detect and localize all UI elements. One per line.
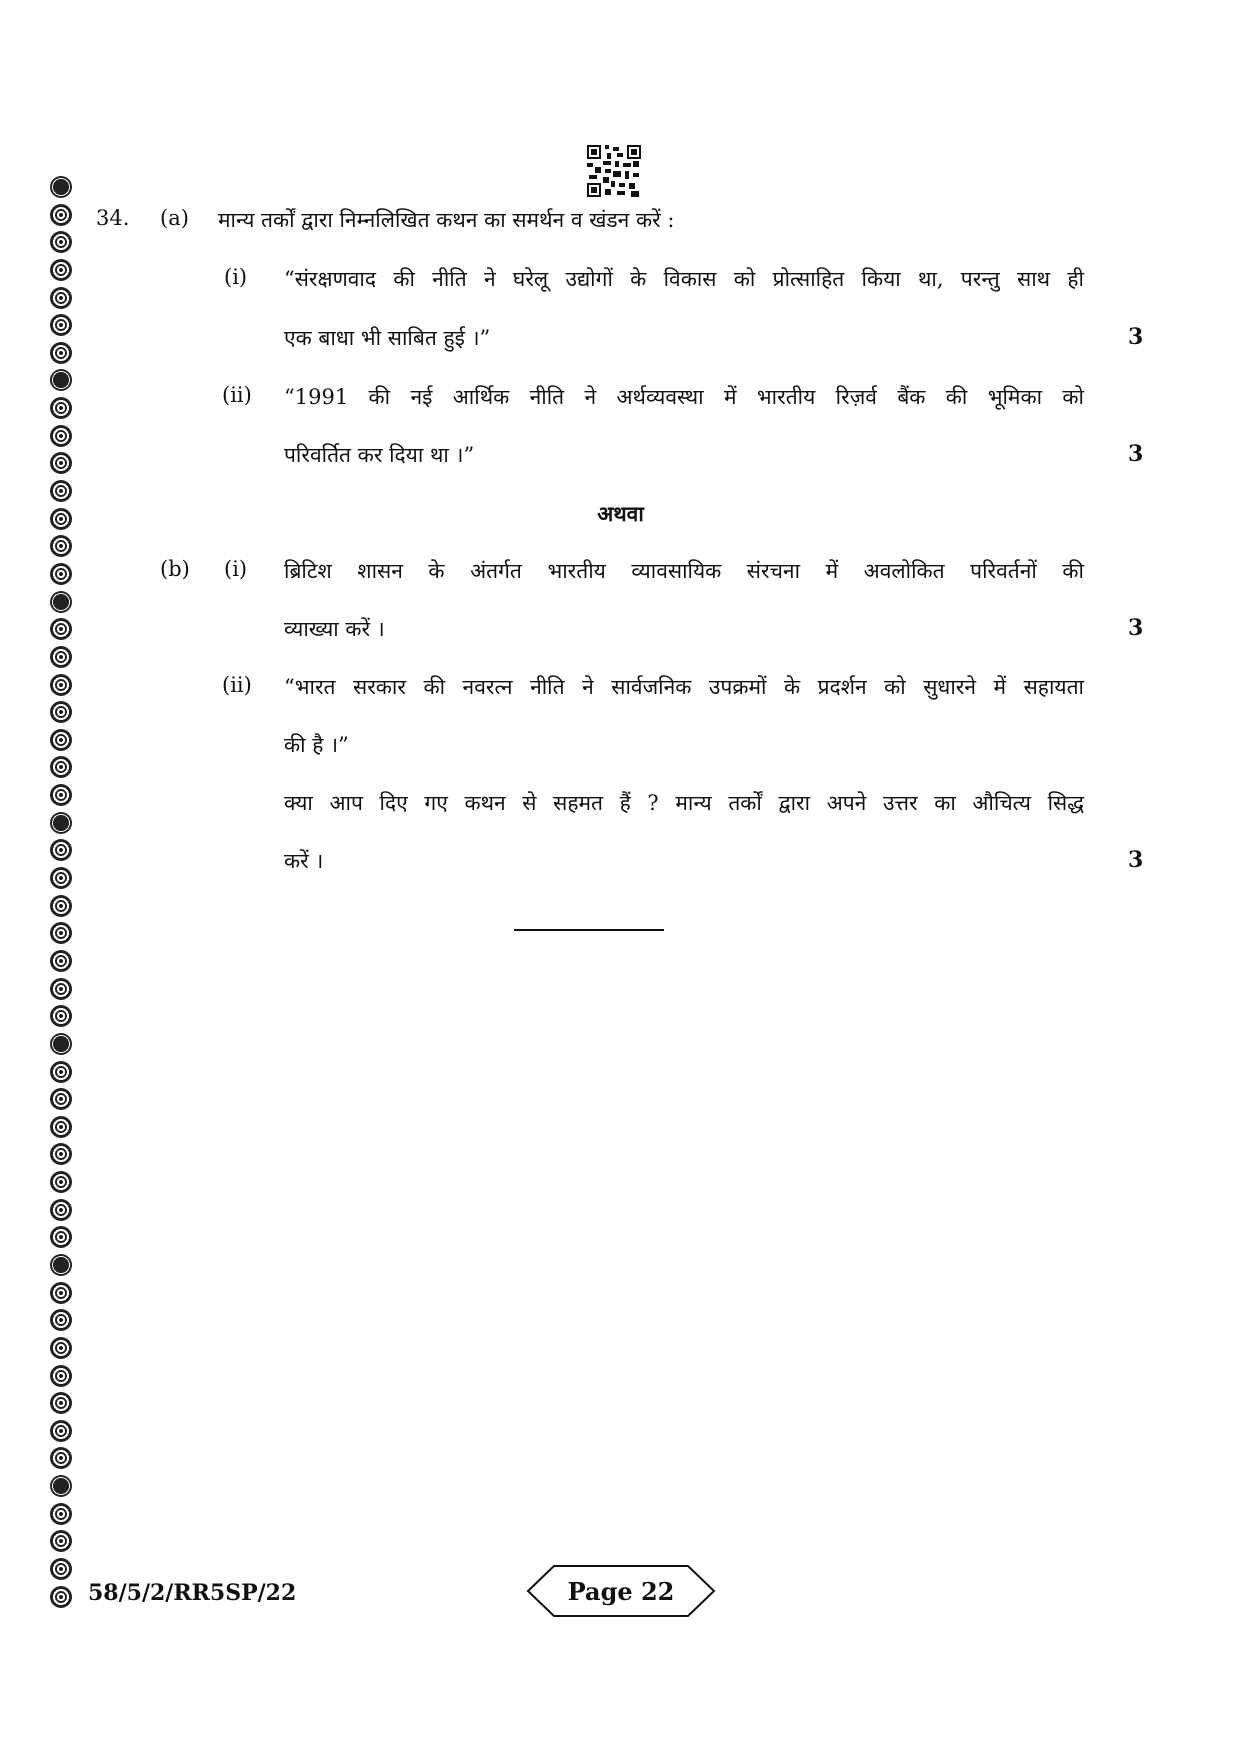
item-text-line: “भारत सरकार की नवरत्न नीति ने सार्वजनिक उपक्रमों के प्रदर्शन को सुधारने में सहायता (284, 675, 1084, 699)
marks-value: 3 (1128, 441, 1144, 467)
item-text-line: परिवर्तित कर दिया था ।” (284, 443, 475, 467)
question-number: 34. (96, 206, 130, 230)
page-number: Page 22 (567, 1576, 675, 1606)
margin-ring-strip (46, 176, 76, 1608)
marks-value: 3 (1128, 615, 1144, 641)
ring-icon (50, 452, 72, 474)
ring-icon (50, 1226, 72, 1248)
item-text-line: व्याख्या करें । (284, 617, 385, 641)
qr-code-icon (587, 145, 641, 197)
part-b-label: (b) (160, 557, 190, 581)
ring-icon (50, 1309, 72, 1331)
ring-icon (50, 1586, 72, 1608)
ring-icon (50, 729, 72, 751)
ring-icon (50, 1088, 72, 1110)
item-text-line: एक बाधा भी साबित हुई ।” (284, 326, 491, 350)
item-text-line: “संरक्षणवाद की नीति ने घरेलू उद्योगों के विकास को प्रोत्साहित किया था, परन्तु साथ ही (284, 267, 1084, 291)
ring-icon (50, 231, 72, 253)
ring-icon (50, 1171, 72, 1193)
ring-icon (50, 867, 72, 889)
item-text-line: करें । (284, 849, 324, 873)
solid-ring-icon (50, 1475, 72, 1497)
ring-icon (50, 1420, 72, 1442)
ring-icon (50, 1282, 72, 1304)
item-label: (i) (224, 265, 248, 289)
ring-icon (50, 204, 72, 226)
ring-icon (50, 1143, 72, 1165)
ring-icon (50, 1061, 72, 1083)
ring-icon (50, 674, 72, 696)
solid-ring-icon (50, 591, 72, 613)
ring-icon (50, 618, 72, 640)
ring-icon (50, 1530, 72, 1552)
ring-icon (50, 480, 72, 502)
ring-icon (50, 397, 72, 419)
ring-icon (50, 1199, 72, 1221)
item-text-line: ब्रिटिश शासन के अंतर्गत भारतीय व्यावसायिक संरचना में अवलोकित परिवर्तनों की (284, 559, 1084, 583)
marks-value: 3 (1128, 324, 1144, 350)
ring-icon (50, 259, 72, 281)
part-a-intro: मान्य तर्कों द्वारा निम्नलिखित कथन का समर्थन व खंडन करें : (218, 208, 675, 232)
ring-icon (50, 287, 72, 309)
item-label: (ii) (222, 673, 252, 697)
ring-icon (50, 1116, 72, 1138)
end-rule (514, 929, 664, 931)
ring-icon (50, 1337, 72, 1359)
item-text-line: की है ।” (284, 733, 349, 757)
ring-icon (50, 535, 72, 557)
ring-icon (50, 1392, 72, 1414)
ring-icon (50, 784, 72, 806)
ring-icon (50, 314, 72, 336)
ring-icon (50, 342, 72, 364)
solid-ring-icon (50, 1254, 72, 1276)
ring-icon (50, 756, 72, 778)
ring-icon (50, 895, 72, 917)
item-label: (i) (224, 557, 248, 581)
solid-ring-icon (50, 1033, 72, 1055)
ring-icon (50, 1503, 72, 1525)
ring-icon (50, 563, 72, 585)
ring-icon (50, 1365, 72, 1387)
solid-ring-icon (50, 369, 72, 391)
ring-icon (50, 425, 72, 447)
paper-code: 58/5/2/RR5SP/22 (88, 1580, 297, 1606)
part-a-label: (a) (160, 206, 189, 230)
ring-icon (50, 950, 72, 972)
item-label: (ii) (222, 383, 252, 407)
item-text-line: “1991 की नई आर्थिक नीति ने अर्थव्यवस्था में भारतीय रिज़र्व बैंक की भूमिका को (284, 385, 1084, 409)
ring-icon (50, 646, 72, 668)
ring-icon (50, 839, 72, 861)
ring-icon (50, 1005, 72, 1027)
solid-ring-icon (50, 812, 72, 834)
ring-icon (50, 922, 72, 944)
ring-icon (50, 1558, 72, 1580)
or-heading: अथवा (597, 501, 644, 526)
solid-ring-icon (50, 176, 72, 198)
ring-icon (50, 978, 72, 1000)
ring-icon (50, 1447, 72, 1469)
ring-icon (50, 701, 72, 723)
marks-value: 3 (1128, 847, 1144, 873)
item-text-line: क्या आप दिए गए कथन से सहमत हैं ? मान्य तर्कों द्वारा अपने उत्तर का औचित्य सिद्ध (284, 791, 1084, 815)
